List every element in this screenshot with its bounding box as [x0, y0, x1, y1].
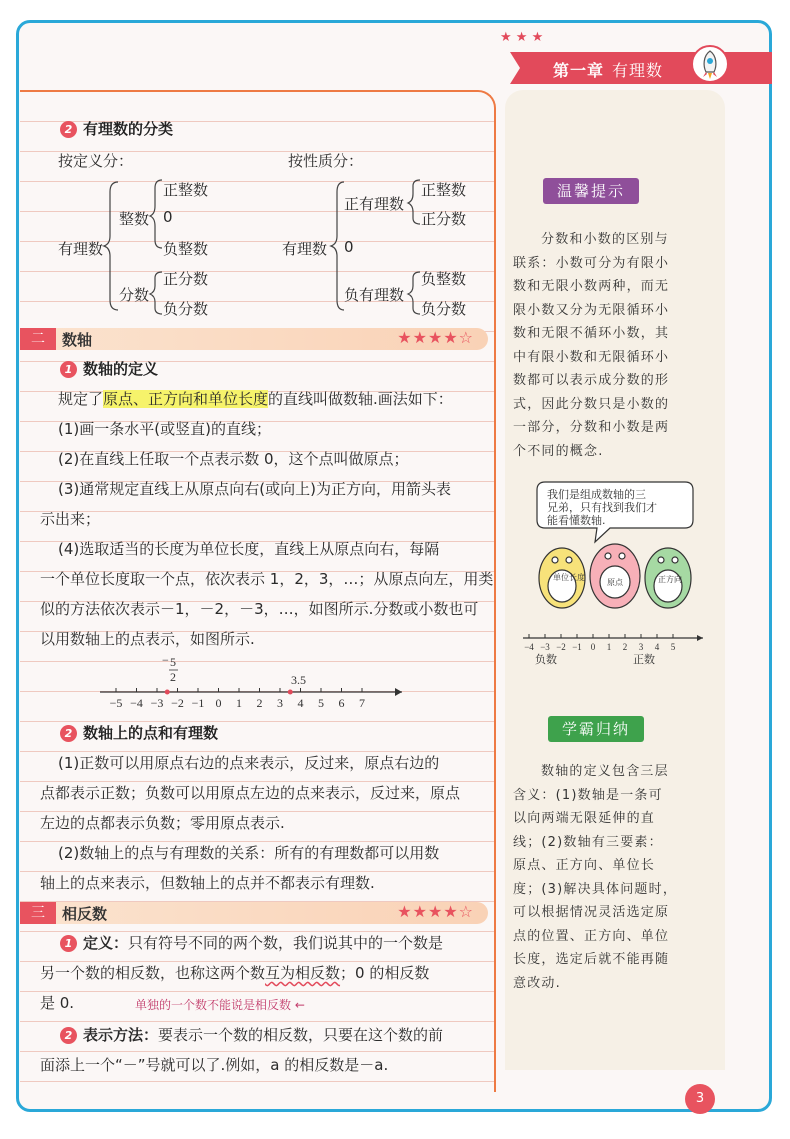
p2-2-line1: (2)数轴上的点与有理数的关系：所有的有理数都可以用数	[58, 844, 440, 862]
axis-tick-label: −2	[171, 696, 184, 710]
egg-label-direction: 正方向	[658, 575, 682, 584]
chapter-name: 有理数	[612, 61, 664, 80]
text-run: 要表示一个数的相反数，只要在这个数的前	[158, 1026, 444, 1044]
egg-character-origin	[590, 544, 640, 608]
def-zero: 0	[163, 208, 173, 226]
summary-line: 长度，选定后就不能再随	[513, 952, 670, 967]
axis-tick-label: −5	[109, 696, 123, 710]
axis-tick-label: 4	[297, 696, 304, 710]
summary-line: 以向两端无限延伸的直	[513, 811, 656, 826]
axis-tick-label: 6	[338, 696, 345, 710]
axis-tick-label: −4	[524, 642, 534, 652]
section-title: 数轴	[62, 331, 93, 349]
def-fraction: 分数	[119, 286, 150, 304]
nat-positive-fraction: 正分数	[421, 210, 467, 228]
section-number-line-bar	[20, 328, 488, 350]
bubble-line-2: 兄弟，只有找到我们才	[547, 501, 657, 514]
axis-tick-label: −4	[130, 696, 143, 710]
difficulty-stars: ★★★★☆	[397, 328, 474, 347]
axis-tick-label: −2	[556, 642, 566, 652]
section-number: 二	[20, 328, 56, 350]
summary-line: 可以根据情况灵活选定原	[513, 905, 670, 920]
opposite-definition-line1	[60, 932, 443, 953]
point-three-point-five	[288, 690, 293, 695]
step-4-line3: 似的方法依次表示－1，－2，－3，…，如图所示.分数或小数也可	[40, 600, 479, 618]
decor-stars: ★ ★ ★	[500, 30, 544, 45]
summary-line: 原点、正方向、单位长	[513, 858, 656, 873]
step-4-line1: (4)选取适当的长度为单位长度，直线上从原点向右，每隔	[58, 540, 440, 558]
p2-1-line2: 点都表示正数；负数可以用原点左边的点来表示，反过来，原点	[40, 784, 461, 802]
opposite-definition-line2	[40, 962, 429, 983]
axis-tick-label: 1	[606, 642, 612, 652]
step-1: (1)画一条水平(或竖直)的直线；	[58, 420, 271, 438]
axis-tick-label: −3	[540, 642, 550, 652]
axis-tick-label: 3	[277, 696, 283, 710]
summary-tag: 学霸归纳	[548, 716, 644, 742]
axis-definition-text	[58, 388, 453, 409]
axis-tick-label: 1	[236, 696, 242, 710]
difficulty-stars: ★★★★☆	[397, 902, 474, 921]
step-4-line2: 一个单位长度取一个点，依次表示 1，2，3，…；从原点向左，用类	[40, 570, 494, 588]
decimal-label: 3.5	[291, 673, 306, 687]
step-2: (2)在直线上任取一个点表示数 0，这个点叫做原点；	[58, 450, 409, 468]
axis-tick-label: 4	[654, 642, 660, 652]
tip-text	[513, 228, 713, 463]
text-run: 的直线叫做数轴.画法如下：	[268, 390, 453, 408]
arrow-left-icon: ←	[291, 998, 305, 1012]
tip-line: 一部分，分数和小数是两	[513, 420, 670, 435]
summary-text	[513, 760, 713, 995]
step-3-line2: 示出来；	[40, 510, 101, 528]
tip-line: 中有限小数和无限循环小	[513, 349, 670, 365]
representation-line1	[60, 1024, 443, 1045]
nat-positive-integer: 正整数	[421, 181, 467, 199]
axis-definition-heading	[60, 358, 158, 379]
tip-line: 联系：小数可分为有限小	[513, 255, 670, 271]
egg-label-unit: 单位长度	[553, 573, 585, 582]
point-neg-five-halves	[165, 690, 170, 695]
summary-line: 意改动.	[513, 975, 561, 991]
tip-line: 数和无限小数两种，而无	[513, 279, 670, 294]
summary-line: 含义：(1)数轴是一条可	[513, 787, 663, 803]
opposite-definition-line3: 是 0.	[40, 994, 75, 1012]
tip-line: 分数和小数的区别与	[541, 232, 669, 247]
def-root: 有理数	[58, 240, 104, 258]
egg-label-origin: 原点	[607, 578, 623, 587]
mini-axis-arrow-icon	[697, 635, 703, 641]
p2-1-line3: 左边的点都表示负数；零用原点表示.	[40, 814, 285, 832]
axis-tick-label: −1	[572, 642, 582, 652]
nat-positive: 正有理数	[344, 195, 405, 213]
heading-number-badge: 2	[60, 1027, 77, 1044]
axis-tick-label: −1	[191, 696, 205, 710]
margin-note	[135, 996, 305, 1013]
points-rationals-title: 数轴上的点和有理数	[83, 724, 219, 742]
axis-tick-label: 7	[359, 696, 365, 710]
axis-tick-label: 0	[215, 696, 222, 710]
frac-numerator: 5	[170, 655, 176, 669]
wavy-underlined-term: 互为相反数	[265, 964, 341, 982]
frac-denominator: 2	[170, 670, 176, 684]
three-brothers-illustration	[515, 478, 715, 668]
axis-tick-label: 2	[256, 696, 263, 710]
axis-tick-label: 3	[638, 642, 644, 652]
heading-number-badge: 2	[60, 121, 77, 138]
axis-tick-label: 2	[622, 642, 628, 652]
classification-title: 有理数的分类	[83, 120, 174, 138]
representation-label: 表示方法：	[83, 1026, 159, 1044]
axis-tick-label: 5	[670, 642, 676, 652]
p2-1-line1: (1)正数可以用原点右边的点来表示，反过来，原点右边的	[58, 754, 440, 772]
tip-line: 数和无限不循环小数，其	[513, 326, 670, 341]
summary-line: 数轴的定义包含三层	[541, 764, 669, 779]
text-run: 规定了	[58, 390, 104, 408]
by-nature-label: 按性质分：	[288, 152, 364, 170]
step-4-line4: 以用数轴上的点表示，如图所示.	[40, 630, 255, 648]
def-negative-fraction: 负分数	[163, 300, 209, 318]
bubble-line-1: 我们是组成数轴的三	[547, 488, 646, 501]
section-opposite-bar	[20, 902, 488, 924]
summary-line: 线；(2)数轴有三要素：	[513, 834, 663, 850]
section-title: 相反数	[62, 905, 108, 923]
definition-label: 定义：	[83, 934, 129, 952]
heading-number-badge: 1	[60, 361, 77, 378]
axis-definition-title: 数轴的定义	[83, 360, 159, 378]
tip-line: 个不同的概念.	[513, 443, 604, 459]
def-negative-integer: 负整数	[163, 240, 209, 258]
nat-root: 有理数	[282, 240, 328, 258]
positive-label: 正数	[633, 653, 655, 666]
tip-line: 式，因此分数只是小数的	[513, 396, 670, 412]
text-run: 另一个数的相反数，也称这两个数	[40, 964, 266, 982]
def-positive-integer: 正整数	[163, 181, 209, 199]
page-number: 3	[685, 1084, 715, 1114]
representation-line2: 面添上一个“－”号就可以了.例如，a 的相反数是－a.	[40, 1056, 389, 1074]
heading-number-badge: 1	[60, 935, 77, 952]
p2-2-line2: 轴上的点来表示，但数轴上的点并不都表示有理数.	[40, 874, 375, 892]
axis-tick-label: −3	[150, 696, 164, 710]
bubble-line-3: 能看懂数轴.	[547, 514, 606, 527]
nat-negative-integer: 负整数	[421, 270, 467, 288]
nat-negative: 负有理数	[344, 286, 405, 304]
section-number: 三	[20, 902, 56, 924]
summary-line: 度；(3)解决具体问题时，	[513, 881, 678, 897]
summary-line: 点的位置、正方向、单位	[513, 928, 670, 944]
def-positive-fraction: 正分数	[163, 270, 209, 288]
note-text: 单独的一个数不能说是相反数	[135, 998, 292, 1012]
heading-number-badge: 2	[60, 725, 77, 742]
nat-negative-fraction: 负分数	[421, 300, 467, 318]
chapter-label: 第一章	[553, 61, 605, 80]
points-rationals-heading	[60, 722, 218, 743]
highlighted-text: 原点、正方向和单位长度	[103, 390, 269, 408]
text-run: ；0 的相反数	[340, 964, 430, 982]
tip-line: 数都可以表示成分数的形	[513, 373, 670, 388]
frac-minus: −	[162, 653, 169, 667]
step-3-line1: (3)通常规定直线上从原点向右(或向上)为正方向，用箭头表	[58, 480, 451, 498]
by-definition-label: 按定义分：	[58, 152, 134, 170]
axis-tick-label: 0	[590, 642, 596, 652]
def-integer: 整数	[119, 210, 150, 228]
number-line-figure	[0, 650, 500, 720]
axis-arrow-icon	[395, 688, 402, 696]
axis-tick-label: 5	[318, 696, 324, 710]
tip-tag: 温馨提示	[543, 178, 639, 204]
negative-label: 负数	[535, 653, 557, 666]
text-run: 只有符号不同的两个数，我们说其中的一个数是	[128, 934, 444, 952]
nat-zero: 0	[344, 238, 354, 256]
tip-line: 限小数又分为无限循环小	[513, 302, 670, 318]
